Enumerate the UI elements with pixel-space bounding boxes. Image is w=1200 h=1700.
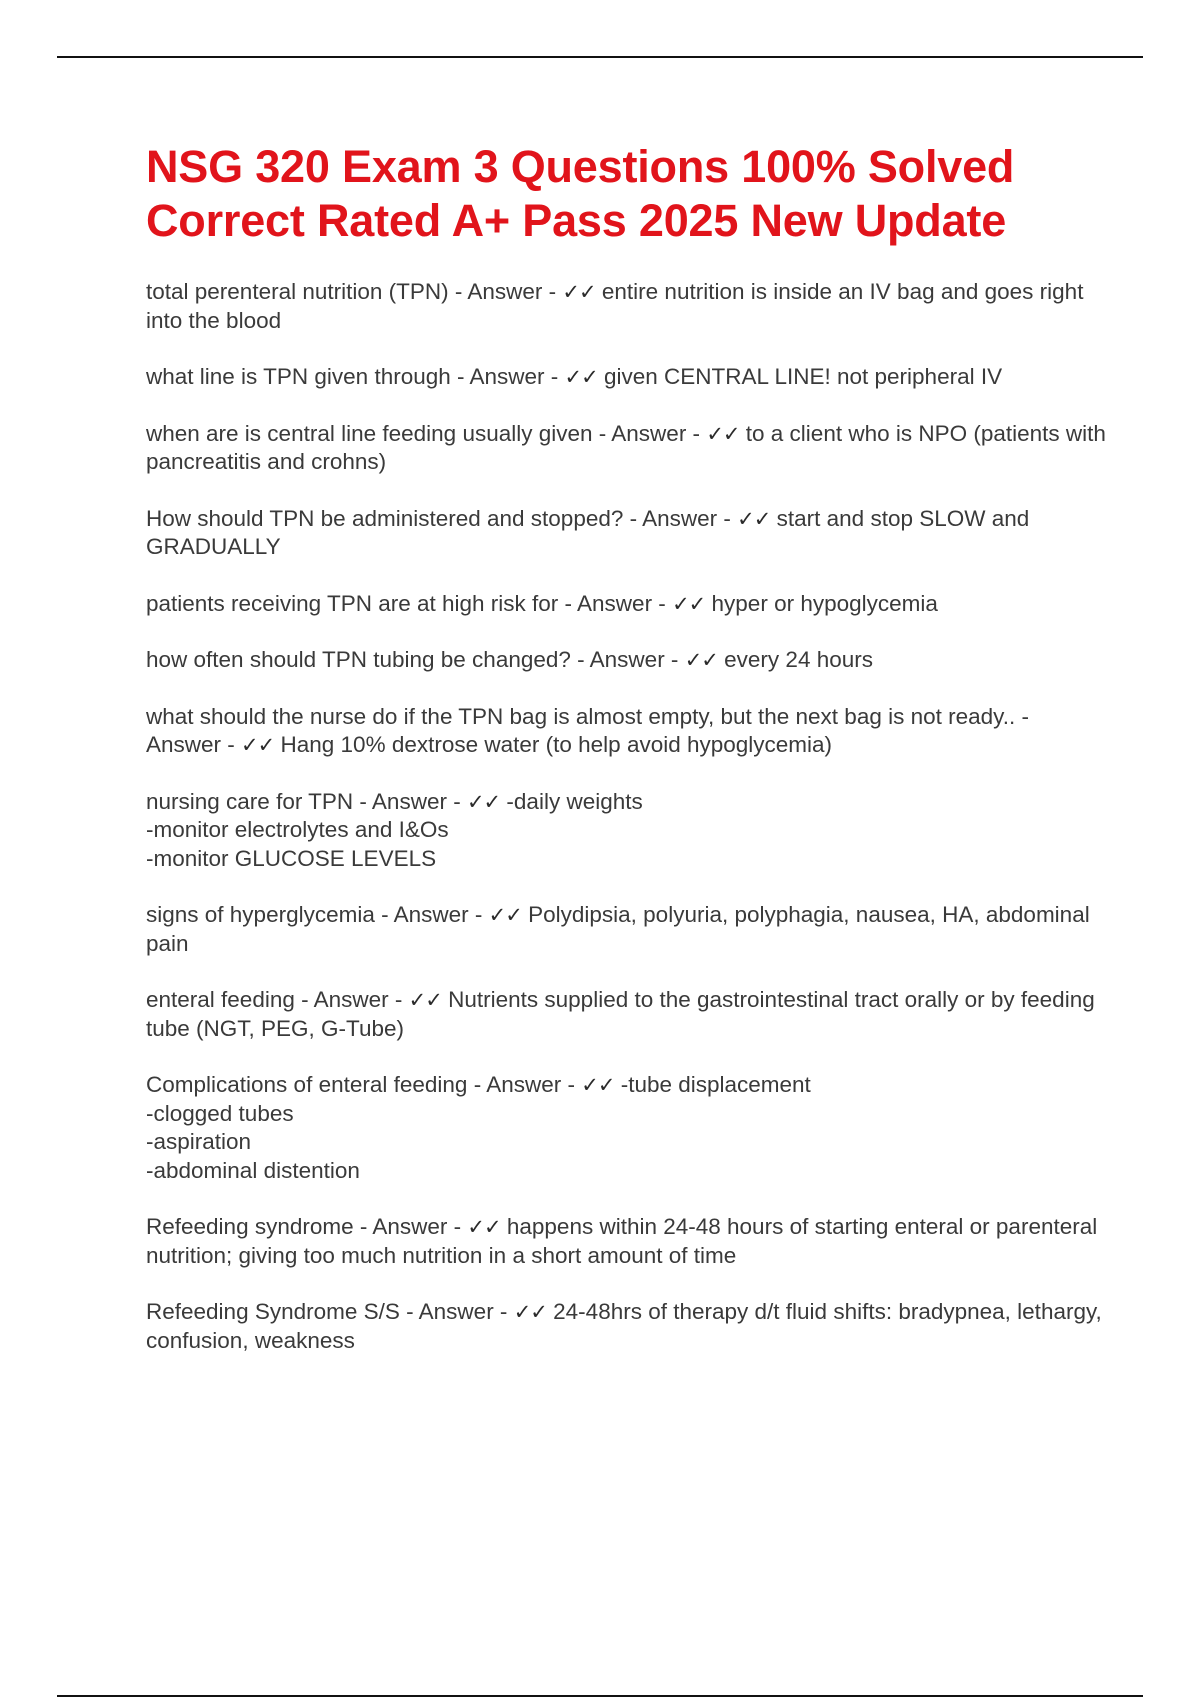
answer-separator: - Answer - [374,902,489,927]
double-check-icon: ✓✓ [513,1300,547,1324]
double-check-icon: ✓✓ [488,903,522,927]
qa-item [146,986,1106,1043]
qa-item [146,505,1106,562]
qa-item [146,646,1106,675]
answer-separator: - Answer - [592,420,707,446]
answer-separator: - Answer - [558,590,673,616]
question: nursing care for TPN [146,788,354,814]
double-check-icon: ✓✓ [737,506,771,531]
document-title [146,140,1106,248]
question: Complications of enteral feeding [146,1072,468,1097]
double-check-icon: ✓✓ [706,421,740,446]
question: patients receiving TPN are at high risk for [146,590,559,616]
double-check-icon: ✓✓ [466,789,501,814]
qa-list [146,278,1106,1355]
question: enteral feeding [146,987,295,1012]
title-line-1: NSG 320 Exam 3 Questions 100% Solved [146,141,1015,192]
answer-separator: - Answer - [448,279,563,304]
double-check-icon: ✓✓ [562,280,596,304]
answer-separator: - Answer - [450,364,565,389]
bottom-rule [57,1695,1143,1697]
qa-item [146,363,1106,392]
question: how often should TPN tubing be changed? [146,647,571,672]
question: signs of hyperglycemia [146,902,375,927]
answer-separator: - Answer - [399,1299,514,1324]
answer-separator: - Answer - [467,1072,582,1097]
answer: 24-48hrs of therapy d/t fluid shifts: bradypnea, lethargy, confusion, weakness [146,1299,1102,1353]
answer: entire nutrition is inside an IV bag and goes right into the blood [146,279,1084,333]
answer: hyper or hypoglycemia [711,590,938,616]
double-check-icon: ✓✓ [684,648,718,672]
qa-item [146,590,1106,619]
question: total perenteral nutrition (TPN) [146,279,449,304]
answer: given CENTRAL LINE! not peripheral IV [604,364,1003,389]
qa-item [146,420,1106,477]
answer-separator: - Answer - [623,505,738,531]
answer: every 24 hours [724,647,873,672]
qa-item [146,788,1106,874]
question: Refeeding syndrome [146,1214,354,1239]
answer: start and stop SLOW and GRADUALLY [146,505,1030,559]
answer: Nutrients supplied to the gastrointestinal tract orally or by feeding tube (NGT, PEG, G-Tube) [146,987,1095,1041]
double-check-icon: ✓✓ [241,733,275,757]
qa-item [146,703,1106,760]
answer-separator: - Answer - [570,647,685,672]
answer-separator: - Answer - [146,703,1029,757]
question: what line is TPN given through [146,364,451,389]
question: Refeeding Syndrome S/S [146,1299,400,1324]
title-line-2: Correct Rated A+ Pass 2025 New Update [146,195,1007,246]
double-check-icon: ✓✓ [672,591,706,616]
question: How should TPN be administered and stopped? [146,505,624,531]
top-rule [57,56,1143,58]
answer-separator: - Answer - [353,788,467,814]
document-body [146,140,1106,1383]
qa-item [146,1071,1106,1185]
answer: happens within 24-48 hours of starting enteral or parenteral nutrition; giving too much nutrition in a short amount of time [146,1214,1098,1268]
qa-item [146,901,1106,958]
answer-separator: - Answer - [353,1214,468,1239]
answer: Hang 10% dextrose water (to help avoid hypoglycemia) [280,732,833,757]
double-check-icon: ✓✓ [467,1215,501,1239]
answer: -tube displacement -clogged tubes -aspiration -abdominal distention [146,1072,811,1183]
qa-item [146,1298,1106,1355]
question: what should the nurse do if the TPN bag is almost empty, but the next bag is not ready.. [146,703,1016,729]
answer: to a client who is NPO (patients with pancreatitis and crohns) [146,420,1106,474]
double-check-icon: ✓✓ [408,988,442,1012]
answer-separator: - Answer - [294,987,409,1012]
answer: Polydipsia, polyuria, polyphagia, nausea, HA, abdominal pain [146,902,1090,956]
double-check-icon: ✓✓ [581,1073,615,1097]
answer: -daily weights -monitor electrolytes and I&Os -monitor GLUCOSE LEVELS [146,788,643,871]
question: when are is central line feeding usually given [146,420,593,446]
double-check-icon: ✓✓ [564,365,598,389]
qa-item [146,1213,1106,1270]
qa-item [146,278,1106,335]
